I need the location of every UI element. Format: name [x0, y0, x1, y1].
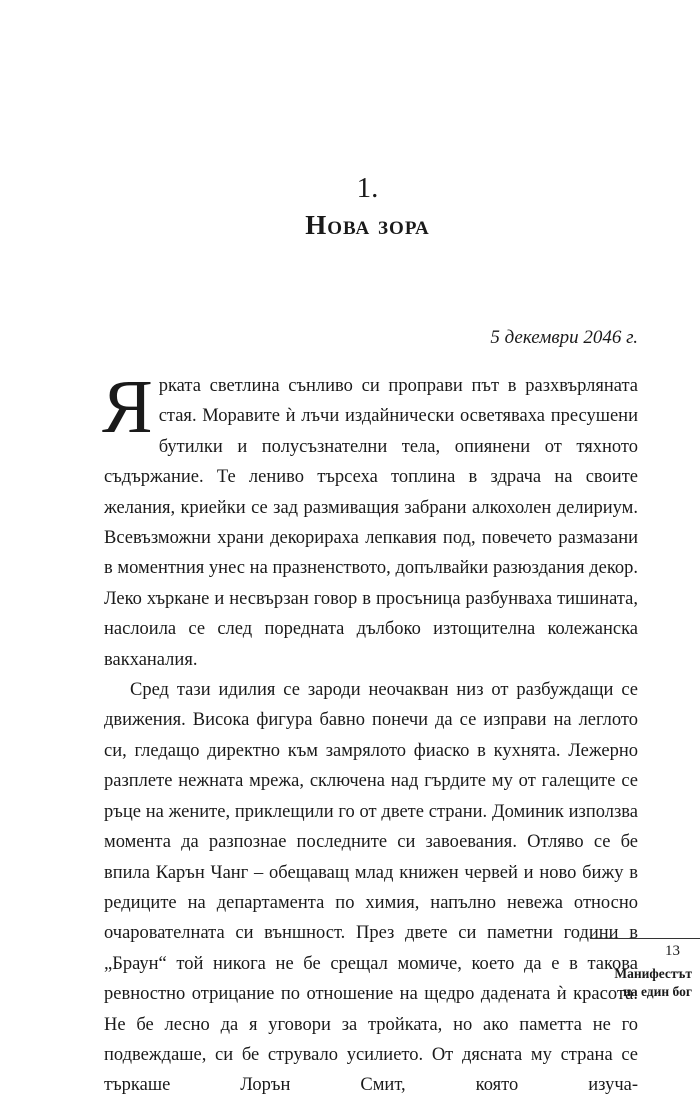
chapter-title: Нова зора	[305, 210, 430, 240]
paragraph-1-text: рката светлина сънливо си проправи път в разхвърляната стая. Моравите ѝ лъчи издайнически осветяваха пресушени бутилки и полусъзнателни тела, опиянени от тяхното съдържание. Те лениво търсеха топлина в здрача на своите желания, криейки се зад размиващия забрани алкохолен делириум. Всевъзможни храни декорираха лепкавия под, повечето размазани в моментния унес на празненството, допълвайки разюздания декор. Леко хъркане и несвързан говор в просъница разбунваха тишината, наслоила се след поредната дълбоко изтощителна колежанска вакханалия.	[104, 376, 638, 670]
page-number: 13	[665, 943, 680, 959]
date-line: 5 декември 2046 г.	[490, 327, 638, 348]
book-title-line-2: на един бог	[623, 984, 692, 999]
paragraph-2: Сред тази идилия се зароди неочакван низ от разбуждащи се движения. Висока фигура бавно понечи да се изправи на леглото си, гледащо директно към замрялото фиаско в кухнята. Лежерно разплете нежната мрежа, сключена над гърдите му от галещите се ръце на жените, приклещили го от двете страни. Доминик използва момента да разпознае последните си завоевания. Отляво се бе впила Карън Чанг – обещаващ млад книжен червей и ново бижу в редиците на департамента по химия, напълно невежа относно очарователната си външност. През двете си паметни години в „Браун“ той никога не бе срещал момиче, което да е в такова ревностно отрицание по отношение на щедро дадената ѝ красота. Не бе лесно да я уговори за тройката, но ако паметта не го подвеждаше, си бе струвало усилието. От дясната му страна се търкаше Лорън Смит, която изуча-	[104, 680, 638, 1096]
drop-cap: Я	[102, 365, 153, 449]
running-book-title	[592, 965, 692, 1001]
body-text	[102, 365, 638, 1101]
book-title-line-1: Манифестът	[614, 966, 692, 981]
margin-rule	[590, 938, 700, 939]
chapter-number: 1.	[356, 172, 379, 204]
paragraph-1	[102, 365, 638, 675]
